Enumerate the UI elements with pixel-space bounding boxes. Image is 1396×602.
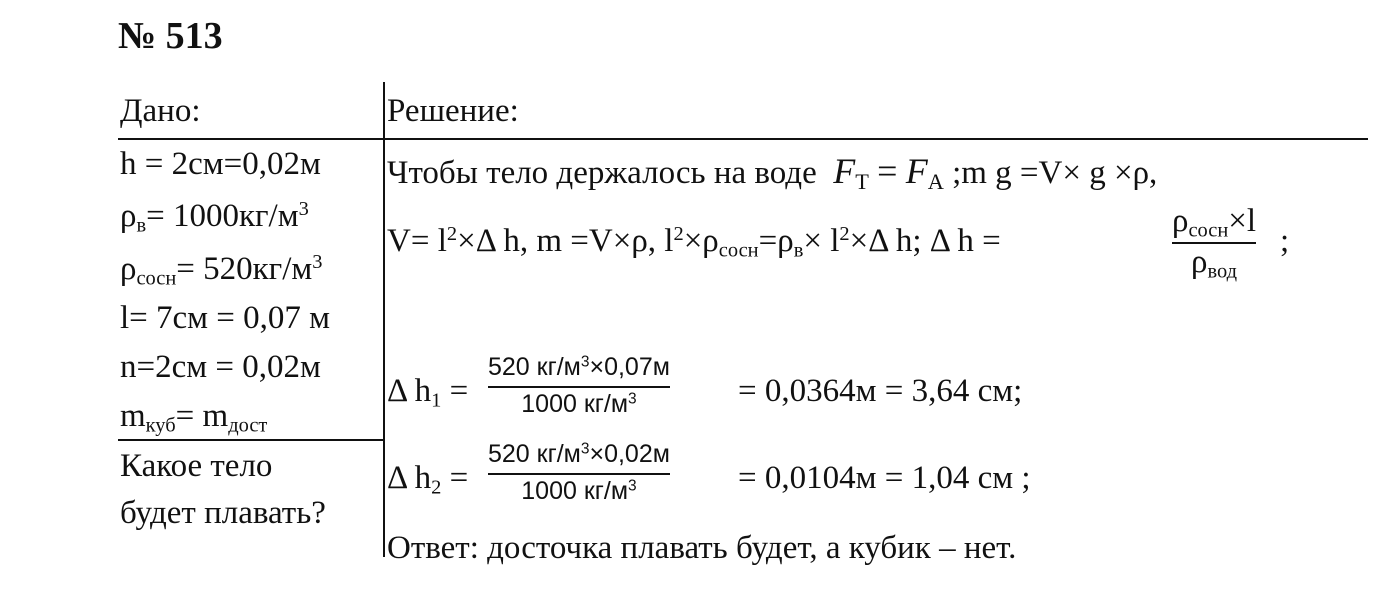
delta-h2-denominator: 1000 $кг/м^3$ [521, 477, 637, 505]
delta-h2-fraction [488, 440, 670, 506]
delta-h1-numerator: 520 $кг/м^3\times 0,07м$ [488, 353, 670, 381]
given-header: Дано: [120, 93, 201, 129]
fraction-denominator: $\rho_{вод}$ [1191, 244, 1238, 283]
given-n: n=2см = 0,02м [120, 349, 321, 385]
condition-text: Чтобы тело держалось на воде [387, 155, 817, 191]
force-archimedes: $F_A$ [905, 151, 944, 195]
problem-number: № 513 [118, 15, 223, 57]
eq-m: = m [175, 398, 229, 434]
solution-header-underline [383, 138, 1368, 140]
delta-h1-result: = 0,0364м = 3,64 см; [738, 373, 1023, 409]
given-h: h = 2см=0,02м [120, 146, 321, 182]
question-line-2: будет плавать? [120, 495, 326, 531]
delta-h1-fraction [488, 353, 670, 419]
delta-h2-label: Δ $h_2$ = [387, 460, 469, 499]
given-mass [120, 398, 268, 437]
rho-symbol: ρ [120, 251, 137, 287]
solution-header: Решение: [387, 93, 519, 129]
solution-line-1 [387, 151, 1158, 195]
fraction-numerator: $\rho_{сосн}\times l$ [1172, 203, 1257, 242]
delta-h2-numerator: 520 $кг/м^3\times 0,02м$ [488, 440, 670, 468]
given-rho-water [120, 197, 309, 237]
delta-h-fraction [1172, 203, 1257, 283]
fraction-end: ; [1280, 223, 1290, 259]
equals-sign: = [877, 151, 898, 191]
rho-water-sub: в [136, 214, 147, 237]
given-header-underline [118, 138, 384, 140]
vertical-divider [383, 82, 385, 557]
cube-exponent: 3 [312, 250, 323, 273]
weight-equation: ;m g =V× g ×ρ, [952, 155, 1158, 191]
rho-water-value: = 1000кг/м [146, 198, 299, 234]
solution-line-2: $V= l^2\times\Delta$ h, m =V×ρ, $l^2\times\rho_{сосн}=\rho_в\times l^2\times\Delta$ h; Δ h = [387, 222, 1001, 262]
rho-pine-value: = 520кг/м [176, 251, 313, 287]
answer: Ответ: досточка плавать будет, а кубик – нет. [387, 530, 1017, 566]
question-line-1: Какое тело [120, 448, 273, 484]
m-symbol: m [120, 398, 146, 434]
fraction-bar [1172, 242, 1256, 244]
force-gravity: $F_Т$ [833, 151, 869, 195]
m-board-sub: дост [228, 414, 268, 437]
fraction-bar [488, 386, 670, 388]
delta-h1-label: Δ $h_1$ = [387, 373, 469, 412]
rho-symbol: ρ [120, 198, 137, 234]
fraction-bar [488, 473, 670, 475]
m-cube-sub: куб [145, 414, 176, 437]
delta-h1-denominator: 1000 $кг/м^3$ [521, 390, 637, 418]
given-bottom-line [118, 439, 384, 441]
delta-h2-result: = 0,0104м = 1,04 см ; [738, 460, 1031, 496]
cube-exponent: 3 [298, 197, 309, 220]
given-rho-pine [120, 250, 323, 290]
given-l: l= 7см = 0,07 м [120, 300, 331, 336]
rho-pine-sub: сосн [136, 267, 177, 290]
